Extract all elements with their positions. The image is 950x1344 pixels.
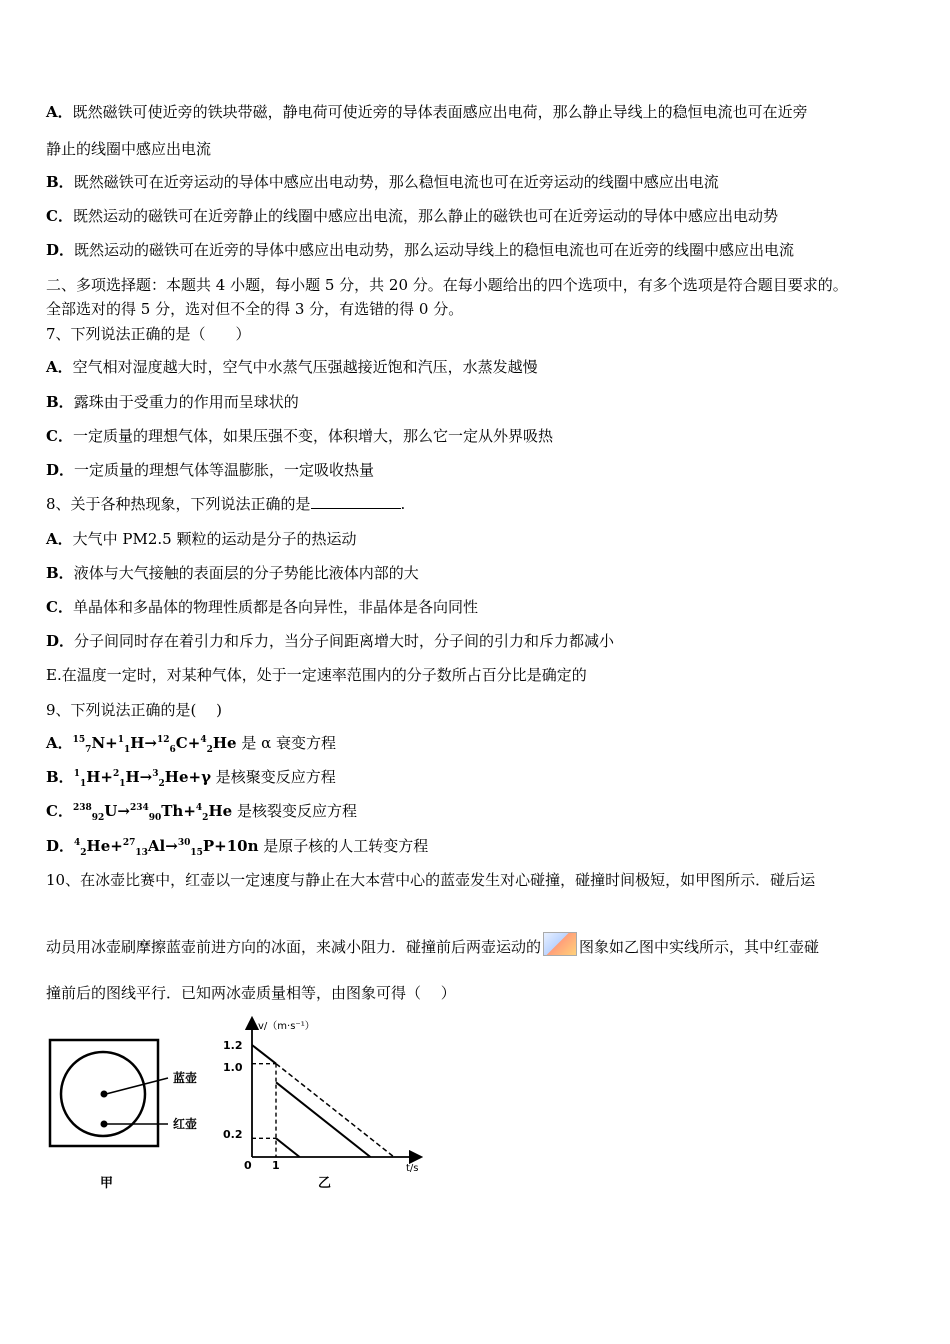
q7-option-a-text: 空气相对湿度越大时，空气中水蒸气压强越接近饱和汽压，水蒸发越慢 (72, 358, 538, 376)
q6-option-b: B．既然磁铁可在近旁运动的导体中感应出电动势，那么稳恒电流也可在近旁运动的线圈中感应出电流 (46, 173, 719, 191)
q6-option-d: D．既然运动的磁铁可在近旁的导体中感应出电动势，那么运动导线上的稳恒电流也可在近旁的线圈中感应出电流 (46, 241, 795, 259)
q9-option-a-equation: $^{15}_7$N+$^1_1$H→$^{12}_6$C+$^4_2$He (72, 734, 237, 755)
q6-option-c-text: 既然运动的磁铁可在近旁静止的线圈中感应出电流，那么静止的磁铁也可在近旁运动的导体中感应出电动势 (72, 207, 778, 225)
plot-area (252, 1045, 394, 1157)
series-line-1 (276, 1064, 394, 1157)
q9-option-a-text: 是 α 衰变方程 (241, 734, 337, 752)
q7-option-d-text: 一定质量的理想气体等温膨胀，一定吸收热量 (74, 461, 375, 479)
y-tick-label-0.2: 0.2 (223, 1128, 243, 1141)
q9-option-b-text: 是核聚变反应方程 (215, 768, 336, 786)
series-line-3 (276, 1138, 300, 1157)
q9-option-b-equation: $^1_1$H+$^2_1$H→$^3_2$He+γ (73, 768, 211, 789)
x-tick-label-1: 1 (272, 1159, 280, 1172)
q8-option-b: B．液体与大气接触的表面层的分子势能比液体内部的大 (46, 564, 419, 582)
q10-line-2 (46, 932, 819, 957)
q8-stem (46, 494, 405, 514)
q9-option-b: B．$^1_1$H+$^2_1$H→$^3_2$He+γ 是核聚变反应方程 (46, 768, 336, 789)
q7-option-d: D．一定质量的理想气体等温膨胀，一定吸收热量 (46, 461, 375, 479)
figure-jia (40, 1030, 220, 1200)
y-tick-label-1.0: 1.0 (223, 1061, 243, 1074)
q8-stem-text: 8、关于各种热现象，下列说法正确的是 (46, 495, 311, 513)
q9-option-d-equation: $^4_2$He+$^{27}_{13}$Al→$^{30}_{15}$P+10n (74, 837, 259, 858)
q7-stem: 7、下列说法正确的是（ ） (46, 325, 251, 343)
q9-option-c: C．$^{238}_{92}$U→$^{234}_{90}$Th+$^4_2$He 是核裂变反应方程 (46, 802, 357, 823)
y-tick-label-1.2: 1.2 (223, 1039, 243, 1052)
section2-heading: 二、多项选择题：本题共 4 小题，每小题 5 分，共 20 分。在每小题给出的四个选项中，有多个选项是符合题目要求的。 (46, 276, 848, 294)
q9-option-c-text: 是核裂变反应方程 (236, 802, 357, 820)
x-axis-label: t/s (406, 1163, 419, 1174)
series-line-0 (252, 1045, 276, 1064)
q8-option-b-text: 液体与大气接触的表面层的分子势能比液体内部的大 (73, 564, 419, 582)
answer-blank (311, 494, 401, 509)
y-axis-label: v/（m·s⁻¹） (258, 1021, 315, 1032)
origin-tick-label: 0 (244, 1159, 252, 1172)
q7-option-c-text: 一定质量的理想气体，如果压强不变，体积增大，那么它一定从外界吸热 (72, 427, 553, 445)
q6-option-c: C．既然运动的磁铁可在近旁静止的线圈中感应出电流，那么静止的磁铁也可在近旁运动的导体中感应出电动势 (46, 207, 778, 225)
q8-option-d: D．分子间同时存在着引力和斥力，当分子间距离增大时，分子间的引力和斥力都减小 (46, 632, 615, 650)
q9-option-d-text: 是原子核的人工转变方程 (263, 837, 429, 855)
figure-caption-jia: 甲 (100, 1176, 114, 1191)
q6-option-d-text: 既然运动的磁铁可在近旁的导体中感应出电动势，那么运动导线上的稳恒电流也可在近旁的线圈中感应出电流 (74, 241, 795, 259)
q9-option-c-equation: $^{238}_{92}$U→$^{234}_{90}$Th+$^4_2$He (72, 802, 233, 823)
q9-stem: 9、下列说法正确的是( ) (46, 701, 223, 719)
broken-image-icon (543, 932, 577, 956)
figure-caption-yi: 乙 (318, 1176, 332, 1191)
q10-line-1: 10、在冰壶比赛中，红壶以一定速度与静止在大本营中心的蓝壶发生对心碰撞，碰撞时间极短，如甲图所示．碰后运 (46, 871, 816, 889)
q6-option-a-cont: 静止的线圈中感应出电流 (46, 140, 212, 158)
series-line-2 (276, 1082, 370, 1157)
q8-stem-end: . (400, 495, 406, 513)
q8-option-c: C．单晶体和多晶体的物理性质都是各向异性，非晶体是各向同性 (46, 598, 478, 616)
q7-option-b-text: 露珠由于受重力的作用而呈球状的 (73, 393, 299, 411)
q7-option-a: A．空气相对湿度越大时，空气中水蒸气压强越接近饱和汽压，水蒸发越慢 (46, 358, 538, 376)
q8-option-a-text: 大气中 PM2.5 颗粒的运动是分子的热运动 (72, 530, 357, 548)
q8-option-d-text: 分子间同时存在着引力和斥力，当分子间距离增大时，分子间的引力和斥力都减小 (74, 632, 615, 650)
red-stone-label: 红壶 (173, 1117, 198, 1131)
q7-option-b: B．露珠由于受重力的作用而呈球状的 (46, 393, 299, 411)
q7-option-c: C．一定质量的理想气体，如果压强不变，体积增大，那么它一定从外界吸热 (46, 427, 553, 445)
q10-line-2a: 动员用冰壶刷摩擦蓝壶前进方向的冰面，来减小阻力．碰撞前后两壶运动的 (46, 938, 542, 956)
q9-option-d: D．$^4_2$He+$^{27}_{13}$Al→$^{30}_{15}$P+10n 是原子核的人工转变方程 (46, 837, 429, 858)
figure-yi-chart (220, 1015, 430, 1200)
section2-scoring: 全部选对的得 5 分，选对但不全的得 3 分，有选错的得 0 分。 (46, 300, 464, 318)
q6-option-b-text: 既然磁铁可在近旁运动的导体中感应出电动势，那么稳恒电流也可在近旁运动的线圈中感应出电流 (73, 173, 719, 191)
q6-option-a: A．既然磁铁可使近旁的铁块带磁，静电荷可使近旁的导体表面感应出电荷，那么静止导线上的稳恒电流也可在近旁 (46, 103, 808, 121)
q10-line-2b: 图象如乙图中实线所示，其中红壶碰 (579, 938, 820, 956)
q9-option-a: A．$^{15}_7$N+$^1_1$H→$^{12}_6$C+$^4_2$He 是 α 衰变方程 (46, 734, 337, 755)
q8-option-c-text: 单晶体和多晶体的物理性质都是各向异性，非晶体是各向同性 (72, 598, 478, 616)
q8-option-a: A．大气中 PM2.5 颗粒的运动是分子的热运动 (46, 530, 357, 548)
q6-option-a-text: 既然磁铁可使近旁的铁块带磁，静电荷可使近旁的导体表面感应出电荷，那么静止导线上的稳恒电流也可在近旁 (72, 103, 808, 121)
blue-stone-label: 蓝壶 (173, 1071, 198, 1085)
q10-line-3: 撞前后的图线平行．已知两冰壶质量相等，由图象可得（ ） (46, 984, 456, 1002)
q8-option-e: E.在温度一定时，对某种气体，处于一定速率范围内的分子数所占百分比是确定的 (46, 666, 587, 684)
